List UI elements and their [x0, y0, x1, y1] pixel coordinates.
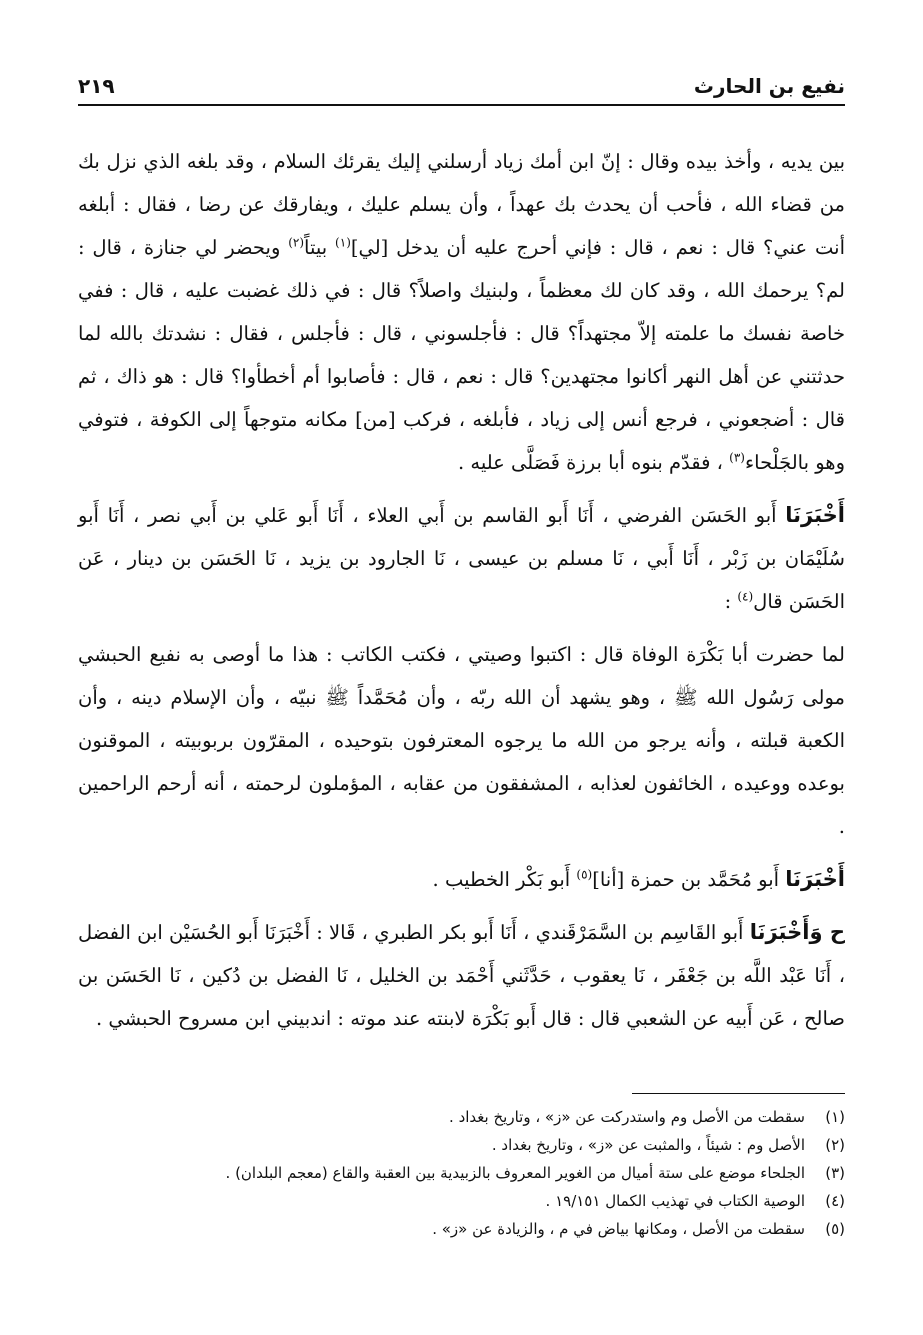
footnote-ref-3: (٣)	[729, 450, 745, 465]
footnote-4	[78, 1187, 845, 1215]
isnad-lead: ح وَأَخْبَرَنَا	[749, 920, 845, 944]
text-segment: أَبو الحَسَن الفرضي ، أَنَا أَبو القاسم بن أَبي العلاء ، أَنَا أَبو عَلي بن أَبي نصر ، أَنَا أَبو سُلَيْمَان بن زَبْر ، أَنَا أَبي ، نَا مسلم بن عيسى ، نَا الجارود بن يزيد ، نَا الحَسَن بن دينار ، عَن الحَسَن قال	[78, 504, 845, 613]
paragraph-4	[78, 858, 845, 901]
isnad-lead: أَخْبَرَنَا	[785, 503, 845, 527]
text-segment: أَبو مُحَمَّد بن حمزة [أنا]	[592, 868, 786, 891]
footnote-text: الأصل وم : شيئاً ، والمثبت عن «ز» ، وتاريخ بغداد .	[491, 1136, 805, 1154]
paragraph-2	[78, 494, 845, 623]
text-segment: بيتاً	[304, 236, 336, 259]
footnotes	[78, 1103, 845, 1243]
body-text	[78, 140, 845, 1040]
footnote-ref-5: (٥)	[576, 867, 593, 882]
isnad-lead: أَخْبَرَنَا	[785, 867, 845, 891]
running-title: نفيع بن الحارث	[693, 74, 845, 98]
running-head	[78, 62, 845, 106]
text-segment: لما حضرت أبا بَكْرَة الوفاة قال : اكتبوا وصيتي ، فكتب الكاتب : هذا ما أوصى به نفيع الحبشي مولى رَسُول الله ﷺ ، وهو يشهد أن الله ربّه ، وأن مُحَمَّداً ﷺ نبيّه ، وأن الإسلام دينه ، وأن الكعبة قبلته ، وأنه يرجو من الله ما يرجوه المعترفون بتوحيده ، المقرّون بربوبيته ، الموقنون بوعده ووعيده ، الخائفون لعذابه ، المشفقون من عقابه ، المؤملون لرحمته ، أنه أرحم الراحمين .	[78, 643, 845, 838]
footnote-number: (٥)	[825, 1220, 845, 1238]
text-segment: :	[724, 590, 738, 613]
footnote-1	[78, 1103, 845, 1131]
paragraph-5	[78, 911, 845, 1040]
footnote-ref-1: (١)	[335, 235, 351, 250]
footnote-text: الوصية الكتاب في تهذيب الكمال ١٩/١٥١ .	[545, 1192, 805, 1210]
text-segment: أَبو بَكْر الخطيب .	[432, 868, 577, 891]
page-number: ٢١٩	[78, 74, 115, 98]
footnote-number: (٢)	[825, 1136, 845, 1154]
text-segment: أَبو القَاسِم بن السَّمَرْقَندي ، أَنَا أَبو بكر الطبري ، قَالا : أَخْبَرَنَا أَبو الحُسَيْن ابن الفضل ، أَنَا عَبْد اللَّه بن جَعْفَر ، نَا يعقوب ، حَدَّثَني أَحْمَد بن الخليل ، نَا الفضل بن دُكين ، نَا الحَسَن بن صالح ، عَن أَبيه عن الشعبي قال : قال أَبو بَكْرَة لابنته عند موته : اندبيني ابن مسروح الحبشي .	[78, 921, 845, 1030]
paragraph-1	[78, 140, 845, 484]
text-segment: بين يديه ، وأخذ بيده وقال : إنّ ابن أمك زياد أرسلني إليك يقرئك السلام ، وقد بلغه الذي نزل بك من قضاء الله ، فأحب أن يحدث بك عهداً ، وأن يسلم عليك ، ويفارقك عن رضا ، فقال : أبلغه أنت عني؟ قال : نعم ، قال : فإني أحرج عليه أن يدخل [لي]	[78, 150, 845, 259]
footnote-ref-2: (٢)	[288, 235, 305, 250]
footnote-divider	[632, 1093, 845, 1094]
paragraph-3	[78, 633, 845, 848]
footnote-number: (٣)	[825, 1164, 845, 1182]
footnote-text: سقطت من الأصل ، ومكانها بياض في م ، والزيادة عن «ز» .	[432, 1220, 805, 1238]
footnote-number: (١)	[825, 1108, 845, 1126]
footnote-2	[78, 1131, 845, 1159]
footnote-text: سقطت من الأصل وم واستدركت عن «ز» ، وتاريخ بغداد .	[449, 1108, 805, 1126]
text-segment: ويحضر لي جنازة ، قال : لم؟ يرحمك الله ، وقد كان لك معظماً ، ولبنيك واصلاً؟ قال : في ذلك غضبت عليه ، قال : ففي خاصة نفسك ما علمته إلاّ مجتهداً؟ قال : فأجلسوني ، قال : فأجلس ، فقال : نشدتك بالله لما حدثتني عن أهل النهر أكانوا مجتهدين؟ قال : نعم ، قال : فأصابوا أم أخطأوا؟ قال : هو ذاك ، ثم قال : أضجعوني ، فرجع أنس إلى زياد ، فأبلغه ، فركب [من] مكانه متوجهاً إلى الكوفة ، فتوفي وهو بالجَلْحاء	[78, 236, 845, 474]
footnote-3	[78, 1159, 845, 1187]
footnote-number: (٤)	[825, 1192, 845, 1210]
text-segment: ، فقدّم بنوه أبا برزة فَصَلَّى عليه .	[457, 451, 730, 474]
footnote-text: الجلحاء موضع على ستة أميال من الغوير المعروف بالزبيدية بين العقبة والقاع (معجم البلدان) .	[225, 1164, 805, 1182]
footnote-ref-4: (٤)	[737, 589, 754, 604]
footnote-5	[78, 1215, 845, 1243]
